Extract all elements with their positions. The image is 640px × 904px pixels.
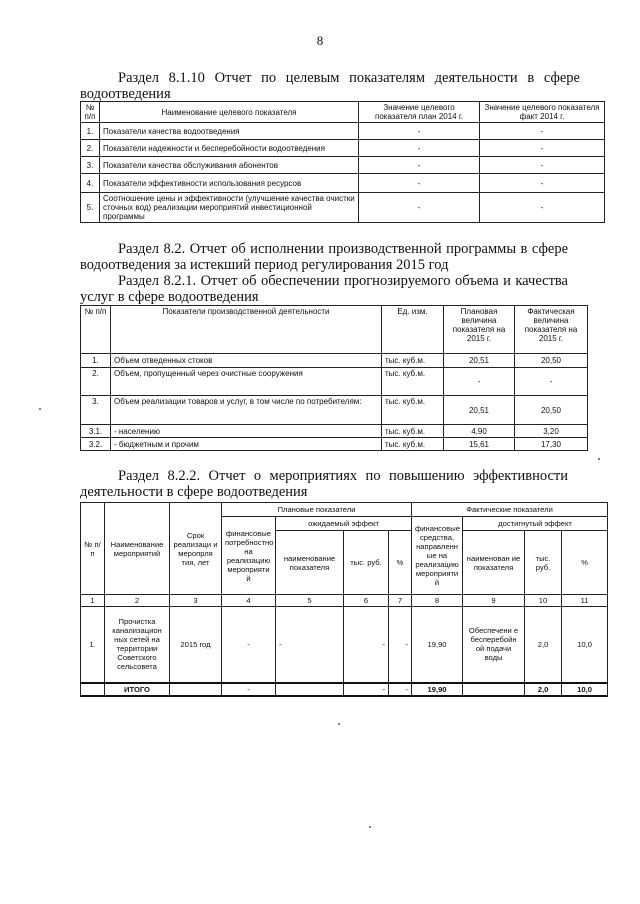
heading-line: водоотведения за истекший период регулирования 2015 год [80, 257, 449, 273]
column-number: 9 [463, 595, 525, 607]
section-8-1-10-heading [80, 70, 580, 102]
production-volume-table [80, 305, 588, 451]
scan-speck [598, 458, 600, 460]
scan-speck [338, 723, 340, 725]
total-term [170, 683, 222, 696]
plan-value: 15,61 [444, 438, 515, 451]
unit: тыс. куб.м. [382, 438, 444, 451]
column-number: 4 [222, 595, 276, 607]
heading-line: водоотведения [80, 86, 171, 102]
indicator-name: - населению [111, 425, 382, 438]
heading-line: Раздел 8.2.2. Отчет о мероприятиях по повышению эффективности [118, 468, 568, 484]
fact-value: - [480, 174, 605, 193]
column-number: 7 [389, 595, 412, 607]
table-row [81, 396, 588, 425]
fact-value: - [480, 140, 605, 157]
column-number: 1 [81, 595, 105, 607]
indicator-name: Показатели надежности и бесперебойности водоотведения [100, 140, 359, 157]
table-row [81, 607, 608, 683]
fact-value: 2,0 [525, 607, 562, 683]
column-header: Плановая величина показателя на 2015 г. [444, 306, 515, 354]
plan-value: - [359, 174, 480, 193]
table-row [81, 425, 588, 438]
total-plan-indicator [276, 683, 344, 696]
plan-value: 4,90 [444, 425, 515, 438]
column-header: финансовые средства, направленн ые на реализацию мероприяти й [412, 517, 463, 595]
column-number: 2 [105, 595, 170, 607]
total-fact-finance: 19,90 [412, 683, 463, 696]
total-fact-indicator [463, 683, 525, 696]
fact-value: 17,30 [515, 438, 588, 451]
plan-indicator: - [276, 607, 344, 683]
target-indicators-table [80, 101, 605, 223]
unit: тыс. куб.м. [382, 354, 444, 368]
plan-value: - [444, 368, 515, 396]
indicator-name: Объем реализации товаров и услуг, в том числе по потребителям: [111, 396, 382, 425]
column-header: Ед. изм. [382, 306, 444, 354]
column-header: тыс. руб. [525, 531, 562, 595]
fact-value: 20,50 [515, 354, 588, 368]
table-row [81, 174, 605, 193]
column-number: 3 [170, 595, 222, 607]
plan-value: - [359, 157, 480, 174]
plan-percent: - [389, 607, 412, 683]
column-number-row [81, 595, 608, 607]
column-header: Значение целевого показателя план 2014 г. [359, 102, 480, 123]
heading-line: услуг в сфере водоотведения [80, 289, 259, 305]
heading-line: Раздел 8.2.1. Отчет об обеспечении прогнозируемого объема и качества [118, 273, 568, 289]
column-number: 6 [344, 595, 389, 607]
row-number: 5. [81, 193, 100, 223]
unit: тыс. куб.м. [382, 425, 444, 438]
plan-finance: - [222, 607, 276, 683]
column-header: Фактическая величина показателя на 2015 г. [515, 306, 588, 354]
column-header: № п/п [81, 503, 105, 595]
total-plan-value: - [344, 683, 389, 696]
row-number: 3.2. [81, 438, 111, 451]
plan-value: - [344, 607, 389, 683]
plan-value: - [359, 140, 480, 157]
fact-percent: 10,0 [562, 607, 608, 683]
plan-value: - [359, 123, 480, 140]
table-row [81, 438, 588, 451]
term: 2015 год [170, 607, 222, 683]
column-header: тыс. руб. [344, 531, 389, 595]
column-header: Наименование целевого показателя [100, 102, 359, 123]
indicator-name: Соотношение цены и эффективности (улучшение качества очистки сточных вод) реализации мероприятий инвестиционной программы [100, 193, 359, 223]
unit: тыс. куб.м. [382, 368, 444, 396]
unit: тыс. куб.м. [382, 396, 444, 425]
column-header: Показатели производственной деятельности [111, 306, 382, 354]
total-label: ИТОГО [105, 683, 170, 696]
column-header: % [562, 531, 608, 595]
fact-indicator: Обеспечени е бесперебойн ой подачи воды [463, 607, 525, 683]
row-number: 3.1. [81, 425, 111, 438]
plan-value: 20,51 [444, 354, 515, 368]
table-row [81, 140, 605, 157]
indicator-name: Объем отведенных стоков [111, 354, 382, 368]
table-row [81, 157, 605, 174]
column-number: 11 [562, 595, 608, 607]
expected-effect-header: ожидаемый эффект [276, 517, 412, 531]
actual-indicators-header: Фактические показатели [412, 503, 608, 517]
indicator-name: Объем, пропущенный через очистные сооружения [111, 368, 382, 396]
table-row [81, 368, 588, 396]
indicator-name: - бюджетным и прочим [111, 438, 382, 451]
column-header: % [389, 531, 412, 595]
row-number: 1. [81, 123, 100, 140]
heading-line: Раздел 8.2. Отчет об исполнении производственной программы в сфере [118, 241, 568, 257]
row-number: 3. [81, 157, 100, 174]
section-8-2-2-heading [80, 468, 568, 500]
row-number: 4. [81, 174, 100, 193]
plan-value: 20,51 [444, 396, 515, 425]
column-header: Наименование мероприятий [105, 503, 170, 595]
page-number: 8 [316, 33, 324, 48]
column-header: Срок реализаци и меропрля тия, лет [170, 503, 222, 595]
total-fact-percent: 10,0 [562, 683, 608, 696]
total-empty-cell [81, 683, 105, 696]
total-row [81, 683, 608, 696]
total-fact-value: 2,0 [525, 683, 562, 696]
table-row [81, 354, 588, 368]
row-number: 1. [81, 607, 105, 683]
indicator-name: Показатели качества водоотведения [100, 123, 359, 140]
fact-value: - [515, 368, 588, 396]
fact-value: 20,50 [515, 396, 588, 425]
heading-line: Раздел 8.1.10 Отчет по целевым показателям деятельности в сфере [118, 70, 580, 86]
indicator-name: Показатели качества обслуживания абонентов [100, 157, 359, 174]
column-number: 5 [276, 595, 344, 607]
row-number: 3. [81, 396, 111, 425]
heading-line: деятельности в сфере водоотведения [80, 484, 308, 500]
fact-value: - [480, 157, 605, 174]
fact-value: - [480, 123, 605, 140]
column-header: № п/п [81, 306, 111, 354]
plan-value: - [359, 193, 480, 223]
column-header: наименован ие показателя [463, 531, 525, 595]
row-number: 1. [81, 354, 111, 368]
scan-speck [39, 408, 41, 410]
table-row [81, 123, 605, 140]
achieved-effect-header: достигнутый эффект [463, 517, 608, 531]
section-8-2-heading [80, 241, 568, 305]
table-row [81, 193, 605, 223]
fact-value: - [480, 193, 605, 223]
total-plan-finance: - [222, 683, 276, 696]
row-number: 2. [81, 368, 111, 396]
column-number: 8 [412, 595, 463, 607]
column-header: наименование показателя [276, 531, 344, 595]
column-header: Значение целевого показателя факт 2014 г. [480, 102, 605, 123]
row-number: 2. [81, 140, 100, 157]
column-header: № п/п [81, 102, 100, 123]
column-number: 10 [525, 595, 562, 607]
column-header: финансовые потребностно на реализацию мероприяти й [222, 517, 276, 595]
fact-finance: 19,90 [412, 607, 463, 683]
scan-speck [369, 826, 371, 828]
planned-indicators-header: Плановые показатели [222, 503, 412, 517]
efficiency-measures-table [80, 502, 608, 697]
total-plan-percent: - [389, 683, 412, 696]
indicator-name: Показатели эффективности использования ресурсов [100, 174, 359, 193]
fact-value: 3,20 [515, 425, 588, 438]
measure-name: Прочистка канализацион ных сетей на территории Советского сельсовета [105, 607, 170, 683]
